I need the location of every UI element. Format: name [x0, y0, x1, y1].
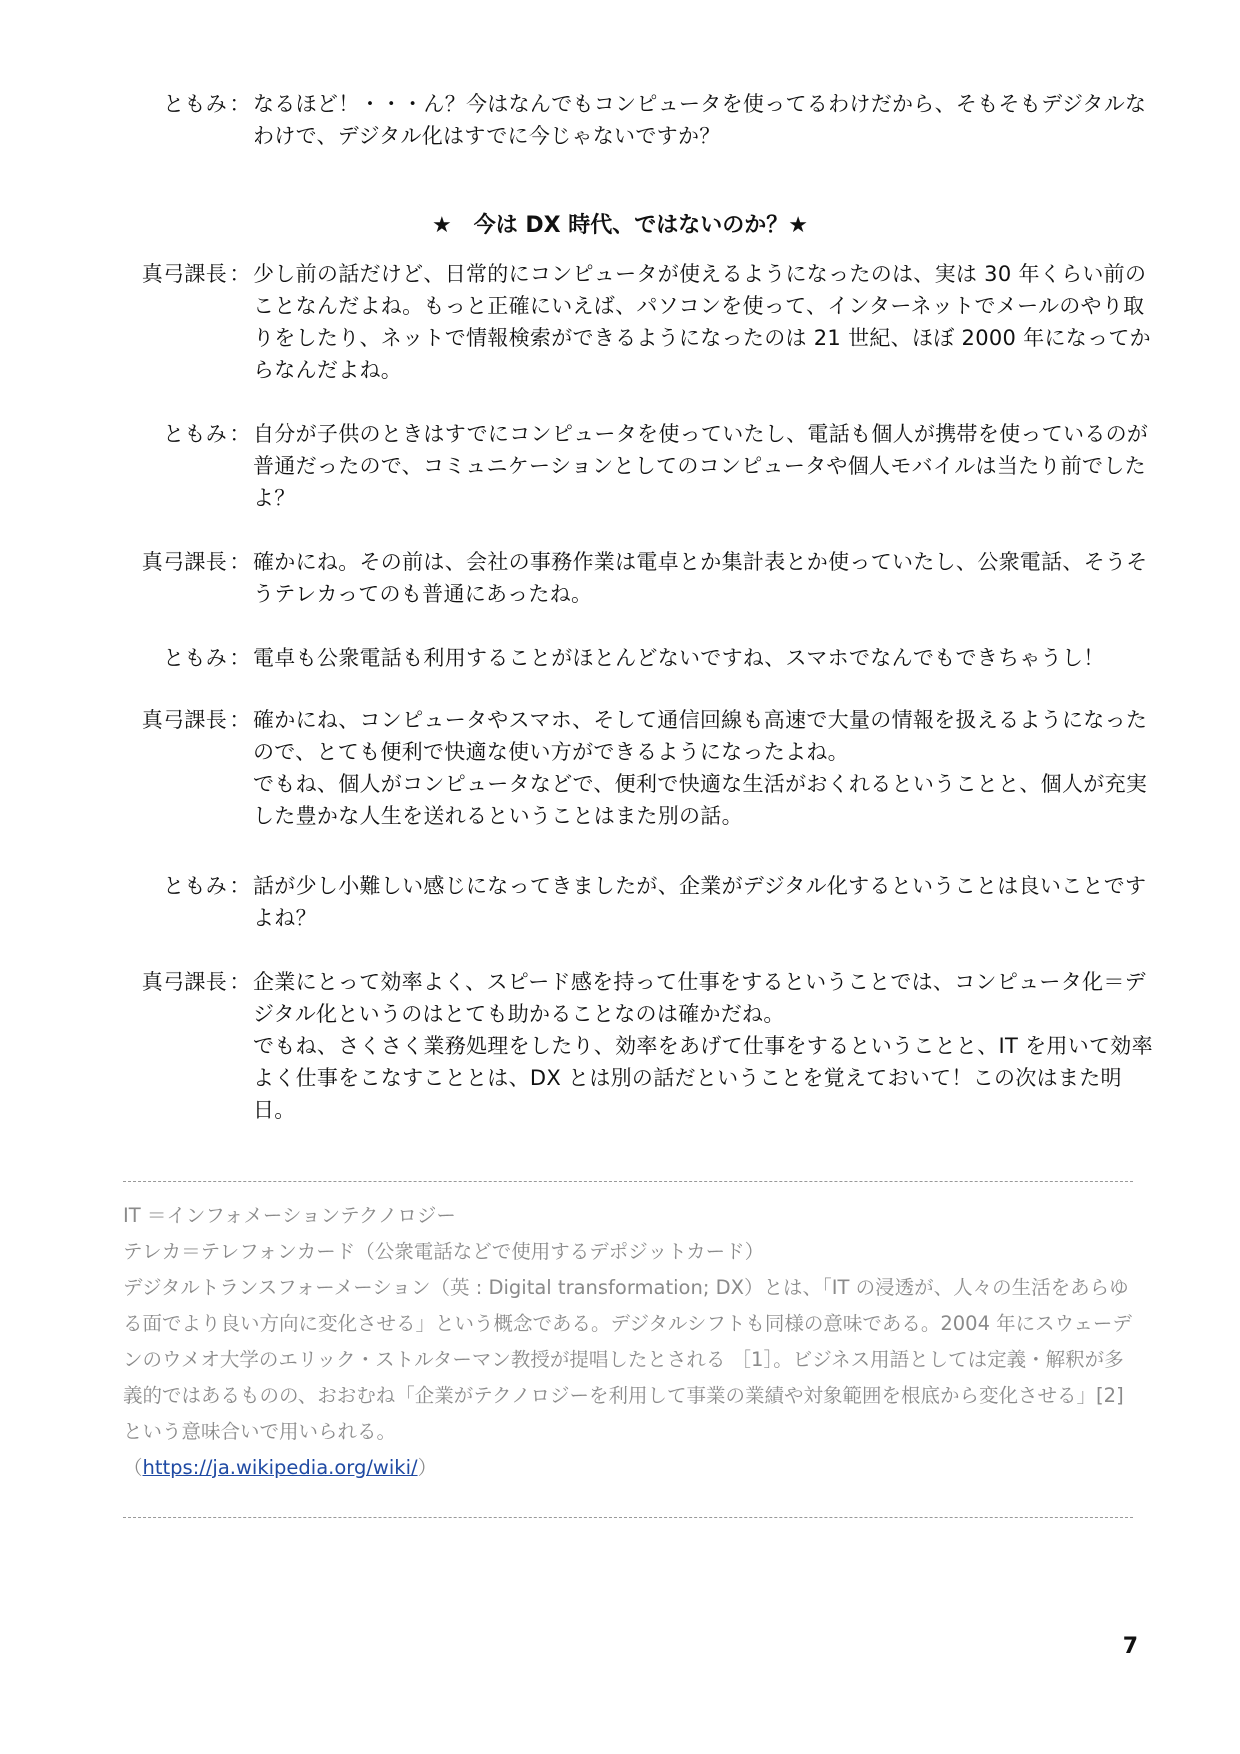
dialogue-main [100, 258, 1160, 1126]
page-number: 7 [1122, 1634, 1138, 1659]
speech-text [253, 966, 1160, 1126]
dialogue-turn [100, 704, 1160, 870]
speech-text [253, 258, 1160, 386]
note-teleka: テレカ＝テレフォンカード（公衆電話などで使用するデポジットカード） [123, 1240, 765, 1263]
dialogue-turn [100, 88, 1160, 152]
speech-text [253, 870, 1160, 934]
speech-paragraph: 話が少し小難しい感じになってきましたが、企業がデジタル化するということは良いことですよね？ [253, 874, 1147, 930]
speaker-colon: ： [229, 708, 251, 732]
speaker-colon: ： [229, 970, 251, 994]
note-dx: デジタルトランスフォーメーション（英 : Digital transformation; DX）とは、「IT の浸透が、人々の生活をあらゆる面でより良い方向に変化させる」という概念である。デジタルシフトも同様の意味である。2004 年にスウェーデンのウメオ大学のエリック・ストルターマン教授が提唱したとされる ［1］。ビジネス用語としては定義・解釈が多義的ではあるものの、おおむね「企業がテクノロジーを利用して事業の業績や対象範囲を根底から変化させる」[2] という意味合いで用いられる。 [123, 1276, 1132, 1443]
speech-paragraph: でもね、さくさく業務処理をしたり、効率をあげて仕事をするということと、IT を用いて効率よく仕事をこなすこととは、DX とは別の話だということを覚えておいて！この次はまた明日。 [253, 1034, 1153, 1122]
speech-paragraph: なるほど！・・・ん？今はなんでもコンピュータを使ってるわけだから、そもそもデジタルなわけで、デジタル化はすでに今じゃないですか？ [253, 92, 1147, 148]
speaker-name: ともみ [163, 92, 227, 116]
speaker-colon: ： [229, 92, 251, 116]
section-heading: ★ 今は DX 時代、ではないのか？★ [432, 213, 808, 238]
speech-text [253, 546, 1160, 610]
speech-paragraph: 企業にとって効率よく、スピード感を持って仕事をするということでは、コンピュータ化＝デジタル化というのはとても助かることなのは確かだね。 [253, 970, 1146, 1026]
source-paren-close: ） [417, 1456, 438, 1479]
speech-paragraph: でもね、個人がコンピュータなどで、便利で快適な生活がおくれるということと、個人が充実した豊かな人生を送れるということはまた別の話。 [253, 772, 1148, 828]
speech-paragraph: 少し前の話だけど、日常的にコンピュータが使えるようになったのは、実は 30 年くらい前のことなんだよね。もっと正確にいえば、パソコンを使って、インターネットでメールのやり取りをしたり、ネットで情報検索ができるようになったのは 21 世紀、ほぼ 2000 年になってからなんだよね。 [253, 262, 1151, 382]
speech-text [253, 704, 1160, 832]
note-source [123, 1450, 1133, 1486]
speech-paragraph: 電卓も公衆電話も利用することがほとんどないですね、スマホでなんでもできちゃうし！ [253, 646, 1105, 670]
dialogue-intro [100, 88, 1160, 152]
speaker-colon: ： [229, 422, 251, 446]
speaker-colon: ： [229, 646, 251, 670]
speaker-colon: ： [229, 550, 251, 574]
speaker-name: 真弓課長 [141, 262, 227, 286]
source-link[interactable]: https://ja.wikipedia.org/wiki/ [142, 1456, 418, 1479]
speech-paragraph: 確かにね。その前は、会社の事務作業は電卓とか集計表とか使っていたし、公衆電話、そうそうテレカってのも普通にあったね。 [253, 550, 1148, 606]
speaker-name: ともみ [163, 422, 227, 446]
speech-paragraph: 確かにね、コンピュータやスマホ、そして通信回線も高速で大量の情報を扱えるようになったので、とても便利で快適な使い方ができるようになったよね。 [253, 708, 1148, 764]
speaker-colon: ： [229, 262, 251, 286]
dialogue-turn [100, 546, 1160, 642]
speech-text [253, 88, 1160, 152]
speaker-name: ともみ [163, 874, 227, 898]
dialogue-turn [100, 966, 1160, 1126]
speech-text [253, 418, 1160, 514]
speaker-name: 真弓課長 [141, 708, 227, 732]
footnotes [123, 1198, 1133, 1486]
divider-bottom [123, 1517, 1133, 1518]
speaker-name: 真弓課長 [141, 550, 227, 574]
note-it: IT ＝インフォメーションテクノロジー [123, 1204, 456, 1227]
dialogue-turn [100, 418, 1160, 546]
source-paren-open: （ [123, 1456, 143, 1479]
dialogue-turn [100, 642, 1160, 704]
speech-paragraph: 自分が子供のときはすでにコンピュータを使っていたし、電話も個人が携帯を使っているのが普通だったので、コミュニケーションとしてのコンピュータや個人モバイルは当たり前でしたよ？ [253, 422, 1149, 510]
speaker-colon: ： [229, 874, 251, 898]
dialogue-turn [100, 258, 1160, 418]
speaker-name: ともみ [163, 646, 227, 670]
dialogue-turn [100, 870, 1160, 966]
divider-top [123, 1181, 1133, 1182]
speech-text [253, 642, 1160, 674]
speaker-name: 真弓課長 [141, 970, 227, 994]
